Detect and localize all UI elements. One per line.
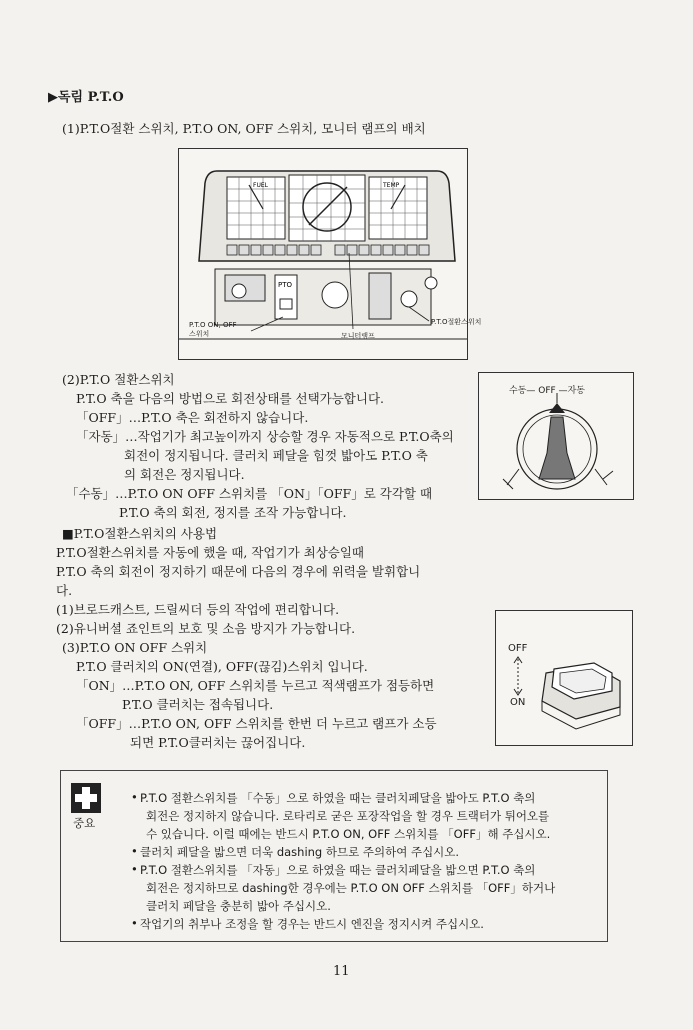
usage-line2: P.T.O 축의 회전이 정지하기 때문에 다음의 경우에 위력을 발휘합니 (56, 564, 421, 579)
note-line-3: 수 있습니다. 이럴 때에는 반드시 P.T.O ON, OFF 스위치를 「OFF」해 주십시오. (146, 827, 551, 841)
first-aid-cross-icon (71, 783, 101, 813)
item1-title: (1)P.T.O절환 스위치, P.T.O ON, OFF 스위치, 모니터 램프의 배치 (62, 121, 426, 136)
note-line-8: 작업기의 취부나 조정을 할 경우는 반드시 엔진을 정지시켜 주십시오. (140, 917, 484, 931)
switch-off-label: OFF (508, 643, 528, 654)
pto-selector-figure (478, 372, 634, 500)
note-bullet-4: • (131, 916, 138, 930)
callout-pto-selector-switch: P.T.O절환스위치 (431, 318, 482, 326)
item3-title: (3)P.T.O ON OFF 스위치 (62, 640, 208, 655)
switch-on-label: ON (510, 697, 526, 708)
usage-line5: (2)유니버셜 죠인트의 보호 및 소음 방지가 가능합니다. (56, 621, 356, 636)
item3-line5: 되면 P.T.O클러치는 끊어집니다. (130, 735, 306, 750)
callout-pto-on-off-switch: P.T.O ON, OFF 스위치 (189, 321, 237, 338)
important-label: 중요 (73, 816, 96, 830)
pto-on-off-switch-figure (495, 610, 633, 746)
item2-line2: 「OFF」…P.T.O 축은 회전하지 않습니다. (76, 410, 309, 425)
item2-line5: 의 회전은 정지됩니다. (124, 467, 245, 482)
item2-line7: P.T.O 축의 회전, 정지를 조작 가능합니다. (119, 505, 347, 520)
usage-line1: P.T.O절환스위치를 자동에 했을 때, 작업기가 최상승일때 (56, 545, 364, 560)
note-bullet-3: • (131, 862, 138, 876)
page-number: 11 (333, 964, 350, 979)
section-title: ▶독림 P.T.O (48, 90, 124, 105)
usage-title: ■P.T.O절환스위치의 사용법 (62, 526, 218, 541)
note-line-1: P.T.O 절환스위치를 「수동」으로 하였을 때는 클러치페달을 밟아도 P.T.O 축의 (140, 791, 536, 805)
note-line-7: 클러치 페달을 충분히 밟아 주십시오. (146, 899, 331, 913)
item3-line3: P.T.O 클러치는 접속됩니다. (122, 697, 274, 712)
note-line-5: P.T.O 절환스위치를 「자동」으로 하였을 때는 클러치페달을 밟으면 P.T.O 축의 (140, 863, 536, 877)
item2-line3: 「자동」…작업기가 최고높이까지 상승할 경우 자동적으로 P.T.O축의 (76, 429, 454, 444)
note-line-4: 클러치 페달을 밟으면 더욱 dashing 하므로 주의하여 주십시오. (140, 845, 460, 859)
item2-title: (2)P.T.O 절환스위치 (62, 372, 175, 387)
fuel-label: FUEL (253, 182, 268, 189)
instrument-panel-figure (178, 148, 482, 360)
callout-monitor-lamp: 모니터램프 (341, 332, 375, 340)
note-line-6: 회전은 정지하므로 dashing한 경우에는 P.T.O ON OFF 스위치를 「OFF」하거나 (146, 881, 556, 895)
item3-line2: 「ON」…P.T.O ON, OFF 스위치를 누르고 적색램프가 점등하면 (76, 678, 435, 693)
item3-line4: 「OFF」…P.T.O ON, OFF 스위치를 한번 더 누르고 램프가 소등 (76, 716, 437, 731)
usage-line3: 다. (56, 583, 73, 598)
temp-label: TEMP (383, 182, 400, 189)
usage-line4: (1)브로드캐스트, 드릴씨더 등의 작업에 편리합니다. (56, 602, 340, 617)
note-bullet-2: • (131, 844, 138, 858)
note-line-2: 회전은 정지하지 않습니다. 로타리로 굳은 포장작업을 할 경우 트랙터가 튀어오를 (146, 809, 550, 823)
item2-line1: P.T.O 축을 다음의 방법으로 회전상태를 선택가능합니다. (76, 391, 384, 406)
item2-line4: 회전이 정지됩니다. 클러치 페달을 힘껏 밟아도 P.T.O 축 (124, 448, 428, 463)
selector-positions-label: 수동— OFF —자동 (509, 386, 585, 396)
item3-line1: P.T.O 클러치의 ON(연결), OFF(끊김)스위치 입니다. (76, 659, 368, 674)
pto-button-label: PTO (278, 281, 293, 289)
item2-line6: 「수동」…P.T.O ON OFF 스위치를 「ON」「OFF」로 각각할 때 (66, 486, 433, 501)
switch-drawing (496, 611, 632, 745)
note-bullet-1: • (131, 790, 138, 804)
